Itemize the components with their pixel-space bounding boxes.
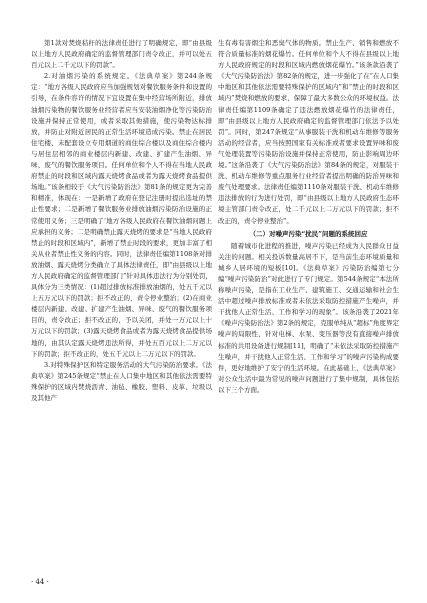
paragraph: 3.对特殊保护区和特定服务活动的大气污染防治要求。《法典草案》第245条规定“禁止在人口集中地区和其他依法需要特殊保护的区域内焚烧沥青、油毡、橡胶、塑料、皮革、垃圾以及其他产 xyxy=(31,360,212,402)
paragraph: 第1款对焚烧秸秆的法律责任进行了明确规定，即“由县级以上地方人民政府确定的监督管理部门责令改正，并可以处五百元以上二千元以下的罚款”。 xyxy=(31,39,212,70)
paragraph: 2.对油烟污染的系统规定。《法典草案》第244条规定：“地方各级人民政府应当加强规划对餐饮服务条件和设置的引导，在条件容许的情况下宜设置在集中经营场所附近，排放油烟污染物的餐饮服务业经营者应当安装油烟净化等污染防治设施并保持正常使用，或者采取其他措施，使污染物达标排放，并防止对附近居民的正常生活环境造成污染。禁止在居民住宅楼、未配套设立专用烟道的商住综合楼以及商住综合楼内与居住层相邻的商业楼层内新建、改建、扩建产生油烟、异味、废气的餐饮服务项目。任何单位和个人不得在当地人民政府禁止的时段和区域内露天烧烤食品或者为露天烧烤食品提供场地。”该条相较于《大气污染防治法》第81条的规定更为完善和精准，体现在：一是新增了政府在登记注册时提出选址的禁止性要求；二是新增了餐饮服务业排放油烟污染防治设施的正常使用义务；三是明确了‘地方各级人民政府在餐饮油烟问题上应承担的义务；二是明确禁止露天烧烤的要求是“当地人民政府禁止的时段和区域内”，新增了禁止时段的要求，更加丰富了相关从业者禁止性义务的内容。同时，法律责任编第1108条对排放油烟、露天烧烤分类确立了具体法律责任，即“由县级以上地方人民政府确定的监督管理部门”针对具体违法行为分别处罚，具体分为三类情况：(1)超过排放标准排放油烟的，处五千元以上五万元以下的罚款；拒不改正的，责令停业整治；(2)在商业楼层内新建、改建、扩建产生油烟、异味、废气的餐饮服务项目的，责令改正；拒不改正的，予以关闭，并处一万元以上十万元以下的罚款；(3)露天烧烤食品或者为露天烧烤食品提供场地的，由其认定露天烧烤违法所得，并处五百元以上二万元以下的罚款；拒不改正的，处五千元以上二万元以下的罚款。 xyxy=(31,72,212,358)
paragraph: 生有毒有害烟尘和恶臭气体的物质。禁止生产、销售和燃放不符合质量标准的烟花爆竹。任何单位和个人不得在县级以上地方人民政府规定的时段和区域内燃放烟花爆竹。”该条款沿袭了《大气污染防治法》第82条的规定，进一步强化了在“在人口集中地区和其他依法需要特殊保护的区域内”和“禁止的时段和区域内”焚烧和燃放的要求，保障了最大多数公众的环境权益。法律责任编第1109条确定了违法燃放烟花爆竹的法律责任，即“由县级以上地方人民政府确定的监督管理部门依法予以处罚”。同时，第247条规定“从事服装干洗和机动车维修等服务活动的经营者，应当按照国家有关标准或者要求设置异味和废气处理装置等污染防治设施并保持正常使用，防止影响周边环境。”这条沿袭了《大气污染防治法》第84条的规定，对服装干洗、机动车维修等重点服务行业经营者提出明确的防治异味和废气处理要求。法律责任编第1110条对服装干洗、机动车维修违法排放的行为进行处罚，即“由县级以上地方人民政府生态环境主管部门责令改正，处二千元以上二万元以下的罚款；拒不改正的，责令停业整治”。 xyxy=(218,39,399,225)
paragraph: 随着城市化进程的推进，噪声污染已经成为人民群众日益关注的问题。相关投诉数量高居不下，是当前生态环境质量和城乡人居环境的短板[10]。《法典草案》污染防治编第七分编“噪声污染防治”对此进行了专门规定。第544条规定“本法所称噪声污染，是指在工业生产、建筑施工、交通运输和社会生活中超过噪声排放标准或者未依法采取防控措施产生噪声，并干扰他人正常生活、工作和学习的现象”。该条沿袭了2021年《噪声污染防治法》第2条的规定，克服单纯从“超标”角度界定噪声的局限性，针对电梯、水泵、变压器等没有直接噪声排放标准的共用设备进行规制[11]，明确了“未依法采取防控措施产生噪声，并干扰他人正常生活、工作和学习”的噪声污染构成要件，更好地维护了安宁的生活环境。在此基础上，《法典草案》对公众生活中最为常见的噪声问题进行了集中规制，具体包括以下三个方面。 xyxy=(218,241,399,394)
page-number: · 44 · xyxy=(31,578,49,586)
section-heading: （二）对噪声污染“扰民”问题的系统回应 xyxy=(249,229,368,238)
right-column xyxy=(218,38,399,396)
left-column xyxy=(31,38,212,404)
